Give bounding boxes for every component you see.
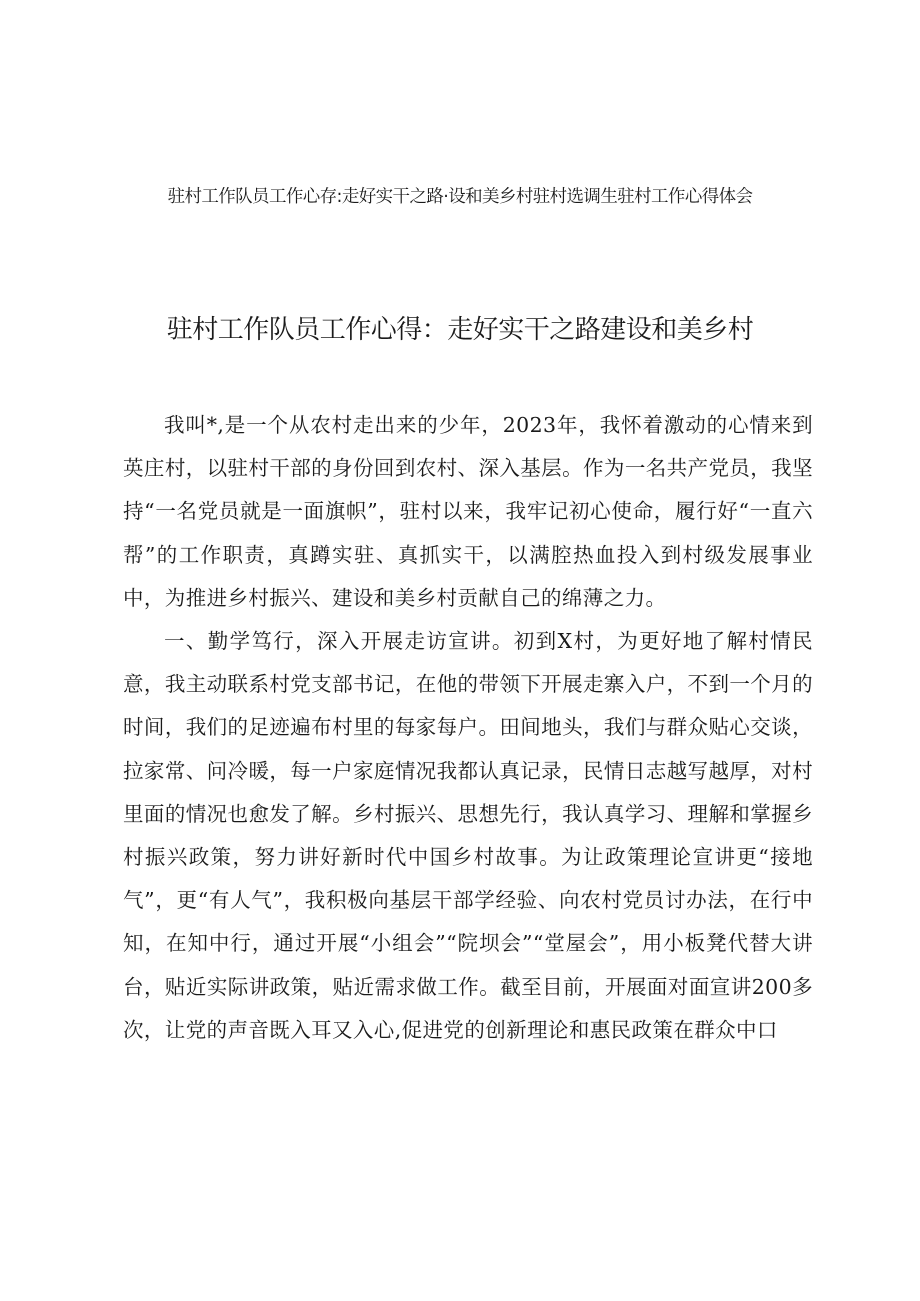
body-paragraph-intro: 我叫*,是一个从农村走出来的少年，2023年，我怀着激动的心情来到英庄村，以驻村干部的身份回到农村、深入基层。作为一名共产党员，我坚持“一名党员就是一面旗帜”，驻村以来，我牢记初心使命，履行好“一直六帮”的工作职责，真蹲实驻、真抓实干，以满腔热血投入到村级发展事业中，为推进乡村振兴、建设和美乡村贡献自己的绵薄之力。 xyxy=(123,413,813,610)
document-title: 驻村工作队员工作心得：走好实干之路建设和美乡村 xyxy=(166,315,754,345)
document-body xyxy=(123,404,813,1052)
document-header: 驻村工作队员工作心存:走好实干之路·设和美乡村驻村选调生驻村工作心得体会 xyxy=(167,187,753,207)
body-paragraph-section-one: 一、勤学笃行，深入开展走访宣讲。初到X村，为更好地了解村情民意，我主动联系村党支部书记，在他的带领下开展走寨入户，不到一个月的时间，我们的足迹遍布村里的每家每户。田间地头，我们与群众贴心交谈，拉家常、问冷暖，每一户家庭情况我都认真记录，民情日志越写越厚，对村里面的情况也愈发了解。乡村振兴、思想先行，我认真学习、理解和掌握乡村振兴政策，努力讲好新时代中国乡村故事。为让政策理论宣讲更“接地气”，更“有人气”，我积极向基层干部学经验、向农村党员讨办法，在行中知，在知中行，通过开展“小组会”“院坝会”“堂屋会”，用小板凳代替大讲台，贴近实际讲政策，贴近需求做工作。截至目前，开展面对面宣讲200多次，让党的声音既入耳又入心,促进党的创新理论和惠民政策在群众中口 xyxy=(123,629,813,1042)
